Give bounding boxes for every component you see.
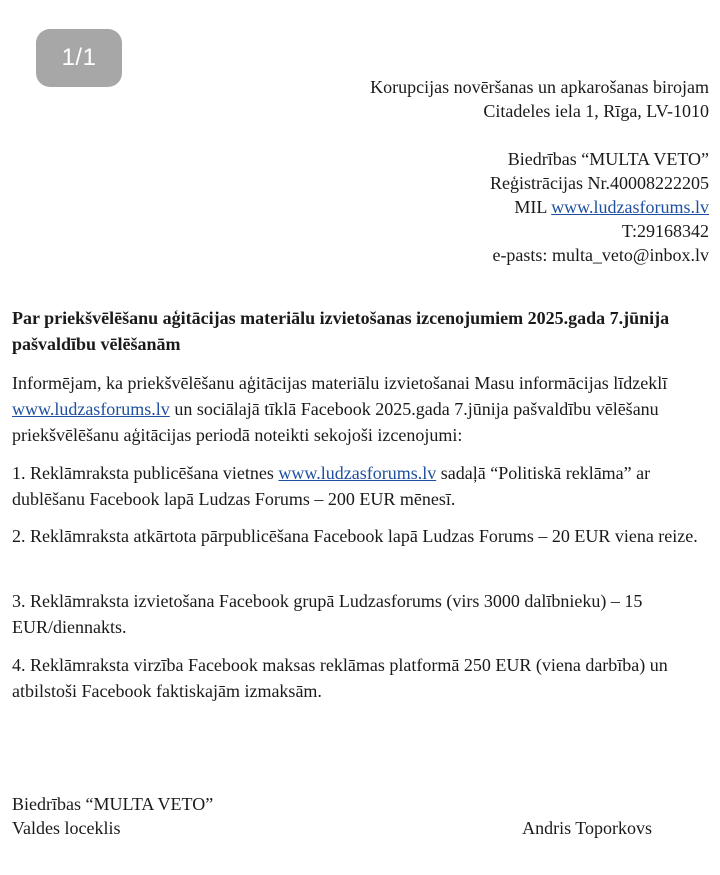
- sender-email: e-pasts: multa_veto@inbox.lv: [492, 245, 709, 265]
- signature-block: [12, 792, 652, 840]
- page-indicator-badge: 1/1: [36, 29, 122, 87]
- sender-registration: Reģistrācijas Nr.40008222205: [490, 173, 709, 193]
- sender-mil-label: MIL: [514, 197, 547, 217]
- signature-org: Biedrības “MULTA VETO”: [12, 794, 214, 814]
- intro-website-link[interactable]: www.ludzasforums.lv: [12, 399, 170, 419]
- intro-text-end: un sociālajā tīklā Facebook 2025.gada 7.jūnija pašvaldību vēlēšanu priekšvēlēšanu aģitācijas periodā noteikti sekojoši izcenojumi:: [12, 399, 659, 445]
- intro-paragraph: [12, 370, 712, 448]
- intro-text-start: Informējam, ka priekšvēlēšanu aģitācijas materiālu izvietošanai Masu informācijas līdzeklī: [12, 373, 668, 393]
- price-item-4: 4. Reklāmraksta virzība Facebook maksas reklāmas platformā 250 EUR (viena darbība) un atbilstoši Facebook faktiskajām izmaksām.: [12, 655, 668, 701]
- recipient-name: Korupcijas novēršanas un apkarošanas birojam: [370, 77, 709, 97]
- sender-address-block: [490, 147, 709, 267]
- item1-text-start: 1. Reklāmraksta publicēšana vietnes: [12, 463, 274, 483]
- recipient-address: Citadeles iela 1, Rīga, LV-1010: [483, 101, 709, 121]
- item1-text-end: sadaļā “Politiskā reklāma” ar dublēšanu Facebook lapā Ludzas Forums – 200 EUR mēnesī.: [12, 463, 651, 509]
- item1-website-link[interactable]: www.ludzasforums.lv: [278, 463, 437, 483]
- signature-line: [12, 816, 652, 840]
- price-item-1: [12, 460, 712, 512]
- sender-org: Biedrības “MULTA VETO”: [507, 149, 709, 169]
- sender-mil: [490, 195, 709, 219]
- letter-subject: Par priekšvēlēšanu aģitācijas materiālu izvietošanas izcenojumiem 2025.gada 7.jūnija pašvaldību vēlēšanām: [12, 308, 670, 354]
- sender-phone: T:29168342: [621, 221, 709, 241]
- price-item-2: 2. Reklāmraksta atkārtota pārpublicēšana Facebook lapā Ludzas Forums – 20 EUR viena reize.: [12, 526, 698, 546]
- signature-name: Andris Toporkovs: [522, 818, 652, 838]
- sender-website-link[interactable]: www.ludzasforums.lv: [551, 197, 709, 217]
- signature-role: Valdes loceklis: [12, 818, 121, 838]
- recipient-address-block: [370, 75, 709, 123]
- price-item-3: 3. Reklāmraksta izvietošana Facebook grupā Ludzasforums (virs 3000 dalībnieku) – 15 EUR/diennakts.: [12, 591, 643, 637]
